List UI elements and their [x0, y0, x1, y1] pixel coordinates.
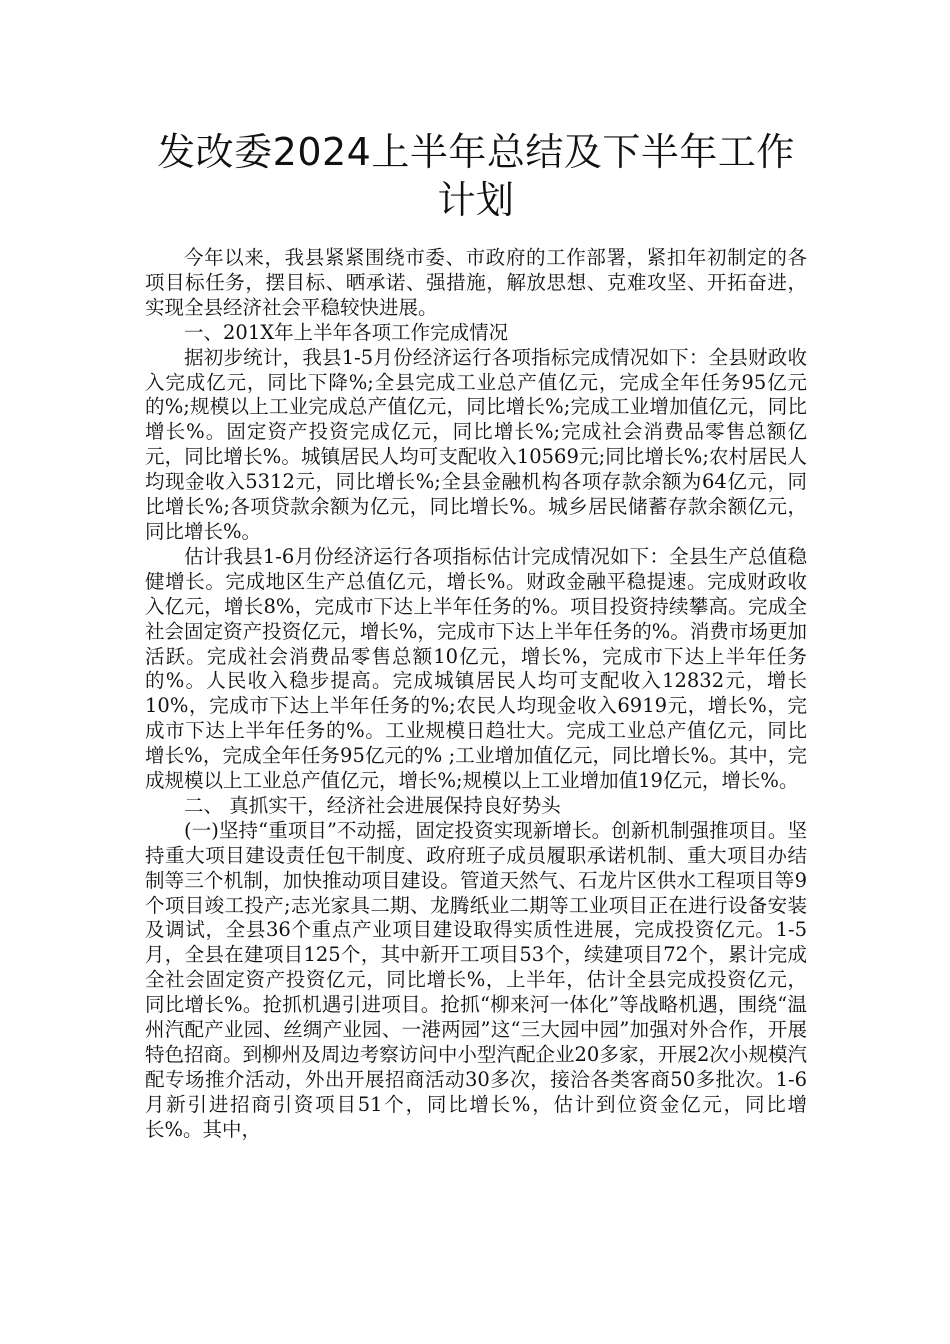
document-title: 发改委2024上半年总结及下半年工作计划 [157, 130, 795, 222]
paragraph-statistics-jan-may: 据初步统计，我县1-5月份经济运行各项指标完成情况如下：全县财政收入完成亿元，同比下降%;全县完成工业总产值亿元，完成全年任务95亿元的%;规模以上工业完成总产值亿元，同比增长%;完成工业增加值亿元，同比增长%。固定资产投资完成亿元，同比增长%;完成社会消费品零售总额亿元，同比增长%。城镇居民人均可支配收入10569元;同比增长%;农村居民人均现金收入5312元，同比增长%;全县金融机构各项存款余额为64亿元，同比增长%;各项贷款余额为亿元，同比增长%。城乡居民储蓄存款余额亿元，同比增长%。 [145, 345, 807, 543]
document-body [145, 246, 807, 1143]
paragraph-projects: (一)坚持“重项目”不动摇，固定投资实现新增长。创新机制强推项目。坚持重大项目建设责任包干制度、政府班子成员履职承诺机制、重大项目办结制等三个机制，加快推动项目建设。管道天然气、石龙片区供水工程项目等9个项目竣工投产;志光家具二期、龙腾纸业二期等工业项目正在进行设备安装及调试，全县36个重点产业项目建设取得实质性进展，完成投资亿元。1-5月，全县在建项目125个，其中新开工项目53个，续建项目72个，累计完成全社会固定资产投资亿元，同比增长%，上半年，估计全县完成投资亿元，同比增长%。抢抓机遇引进项目。抢抓“柳来河一体化”等战略机遇，围绕“温州汽配产业园、丝绸产业园、一港两园”这“三大园中园”加强对外合作，开展特色招商。到柳州及周边考察访问中小型汽配企业20多家，开展2次小规模汽配专场推介活动，外出开展招商活动30多次，接洽各类客商50多批次。1-6月新引进招商引资项目51个，同比增长%，估计到位资金亿元，同比增长%。其中， [145, 818, 807, 1141]
paragraph-estimates-jan-jun: 估计我县1-6月份经济运行各项指标估计完成情况如下：全县生产总值稳健增长。完成地区生产总值亿元，增长%。财政金融平稳提速。完成财政收入亿元，增长8%，完成市下达上半年任务的%。项目投资持续攀高。完成全社会固定资产投资亿元，增长%，完成市下达上半年任务的%。消费市场更加活跃。完成社会消费品零售总额10亿元，增长%，完成市下达上半年任务的%。人民收入稳步提高。完成城镇居民人均可支配收入12832元，增长10%，完成市下达上半年任务的%;农民人均现金收入6919元，增长%，完成市下达上半年任务的%。工业规模日趋壮大。完成工业总产值亿元，同比增长%，完成全年任务95亿元的% ;工业增加值亿元，同比增长%。其中，完成规模以上工业总产值亿元，增长%;规模以上工业增加值19亿元，增长%。 [145, 544, 807, 793]
intro-paragraph: 今年以来，我县紧紧围绕市委、市政府的工作部署，紧扣年初制定的各项目标任务，摆目标、晒承诺、强措施，解放思想、克难攻坚、开拓奋进，实现全县经济社会平稳较快进展。 [145, 246, 807, 319]
section-heading-1: 一、201X年上半年各项工作完成情况 [184, 320, 509, 344]
section-heading-2: 二、 真抓实干，经济社会进展保持良好势头 [184, 793, 561, 817]
